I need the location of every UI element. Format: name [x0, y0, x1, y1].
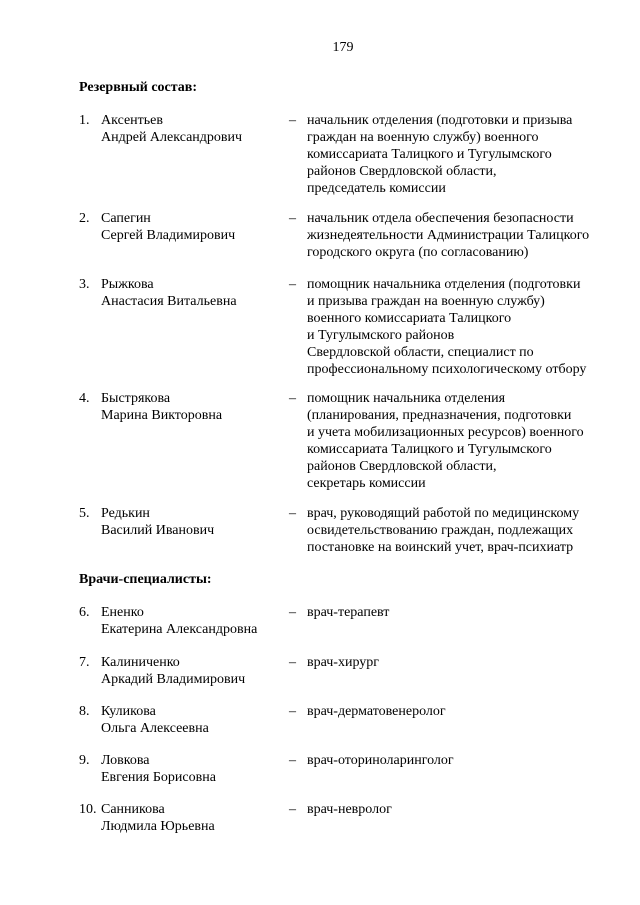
given-names: Евгения Борисовна — [101, 770, 216, 785]
role-line: и призыва граждан на военную службу) — [307, 294, 545, 309]
entry-number: 10. — [79, 802, 97, 817]
role-line: и учета мобилизационных ресурсов) военного — [307, 425, 584, 440]
given-names: Анастасия Витальевна — [101, 294, 237, 309]
entry-number: 9. — [79, 753, 90, 768]
entry-number: 3. — [79, 277, 90, 292]
given-names: Людмила Юрьевна — [101, 819, 215, 834]
surname: Калиниченко — [101, 655, 180, 670]
entry-number: 2. — [79, 211, 90, 226]
role-line: районов Свердловской области, — [307, 459, 497, 474]
surname: Рыжкова — [101, 277, 154, 292]
role-line: начальник отдела обеспечения безопасности — [307, 211, 574, 226]
role-line: секретарь комиссии — [307, 476, 426, 491]
person-role — [307, 112, 619, 197]
role-line: председатель комиссии — [307, 181, 446, 196]
person-name — [101, 276, 291, 310]
role-line: и Тугулымского районов — [307, 328, 455, 343]
role-line: врач-дерматовенеролог — [307, 704, 446, 719]
person-name — [101, 390, 291, 424]
dash: – — [289, 113, 296, 128]
given-names: Василий Иванович — [101, 523, 215, 538]
person-role — [307, 752, 619, 769]
role-line: начальник отделения (подготовки и призыва — [307, 113, 573, 128]
section-title-doctors: Врачи-специалисты: — [79, 572, 212, 587]
given-names: Андрей Александрович — [101, 130, 243, 145]
surname: Сапегин — [101, 211, 151, 226]
role-line: врач-невролог — [307, 802, 392, 817]
page-number: 179 — [332, 40, 354, 55]
entry-number: 8. — [79, 704, 90, 719]
role-line: постановке на воинский учет, врач-психиатр — [307, 540, 574, 555]
surname: Редькин — [101, 506, 150, 521]
person-role — [307, 390, 619, 492]
role-line: врач-терапевт — [307, 605, 390, 620]
dash: – — [289, 753, 296, 768]
role-line: врач-оториноларинголог — [307, 753, 454, 768]
given-names: Екатерина Александровна — [101, 622, 258, 637]
person-name — [101, 654, 291, 688]
role-line: (планирования, предназначения, подготовки — [307, 408, 572, 423]
role-line: врач, руководящий работой по медицинскому — [307, 506, 580, 521]
dash: – — [289, 802, 296, 817]
surname: Санникова — [101, 802, 165, 817]
surname: Ененко — [101, 605, 144, 620]
role-line: освидетельствованию граждан, подлежащих — [307, 523, 574, 538]
role-line: военного комиссариата Талицкого — [307, 311, 512, 326]
role-line: помощник начальника отделения — [307, 391, 506, 406]
surname: Ловкова — [101, 753, 150, 768]
entry-number: 6. — [79, 605, 90, 620]
surname: Аксентьев — [101, 113, 163, 128]
person-name — [101, 801, 291, 835]
dash: – — [289, 605, 296, 620]
given-names: Ольга Алексеевна — [101, 721, 209, 736]
person-name — [101, 210, 291, 244]
person-name — [101, 604, 291, 638]
person-name — [101, 505, 291, 539]
section-title-reserve: Резервный состав: — [79, 80, 198, 95]
dash: – — [289, 655, 296, 670]
dash: – — [289, 506, 296, 521]
role-line: помощник начальника отделения (подготовки — [307, 277, 581, 292]
person-name — [101, 703, 291, 737]
surname: Быстрякова — [101, 391, 171, 406]
role-line: городского округа (по согласованию) — [307, 245, 529, 260]
entry-number: 1. — [79, 113, 90, 128]
person-role — [307, 801, 619, 818]
given-names: Аркадий Владимирович — [101, 672, 246, 687]
role-line: комиссариата Талицкого и Тугулымского — [307, 147, 552, 162]
person-name — [101, 752, 291, 786]
person-role — [307, 604, 619, 621]
dash: – — [289, 211, 296, 226]
role-line: граждан на военную службу) военного — [307, 130, 539, 145]
entry-number: 4. — [79, 391, 90, 406]
person-role — [307, 505, 619, 556]
given-names: Марина Викторовна — [101, 408, 223, 423]
person-role — [307, 210, 619, 261]
role-line: жизнедеятельности Администрации Талицкого — [307, 228, 590, 243]
person-name — [101, 112, 291, 146]
given-names: Сергей Владимирович — [101, 228, 236, 243]
role-line: профессиональному психологическому отбору — [307, 362, 587, 377]
dash: – — [289, 391, 296, 406]
role-line: врач-хирург — [307, 655, 380, 670]
dash: – — [289, 277, 296, 292]
entry-number: 5. — [79, 506, 90, 521]
entry-number: 7. — [79, 655, 90, 670]
dash: – — [289, 704, 296, 719]
role-line: Свердловской области, специалист по — [307, 345, 534, 360]
role-line: комиссариата Талицкого и Тугулымского — [307, 442, 552, 457]
person-role — [307, 703, 619, 720]
person-role — [307, 654, 619, 671]
role-line: районов Свердловской области, — [307, 164, 497, 179]
person-role — [307, 276, 619, 378]
surname: Куликова — [101, 704, 156, 719]
